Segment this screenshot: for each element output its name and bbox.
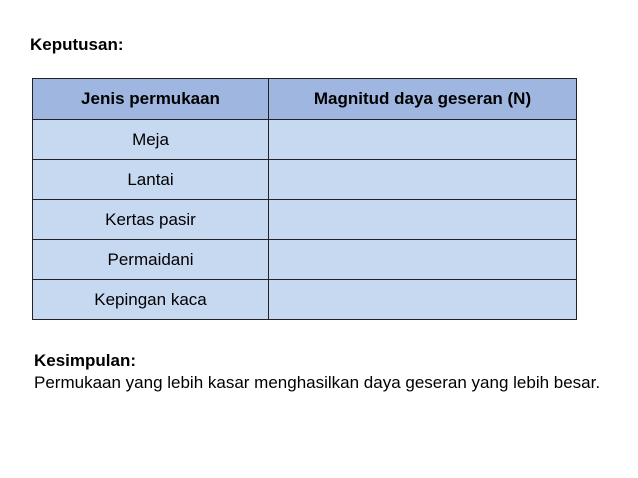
conclusion-block <box>34 350 614 394</box>
table-row <box>33 120 577 160</box>
surface-cell: Kertas pasir <box>33 200 269 240</box>
table-row <box>33 200 577 240</box>
surface-cell: Meja <box>33 120 269 160</box>
surface-cell: Permaidani <box>33 240 269 280</box>
friction-cell <box>269 160 577 200</box>
table-row <box>33 280 577 320</box>
conclusion-heading: Kesimpulan: <box>34 351 137 370</box>
header-friction-magnitude: Magnitud daya geseran (N) <box>269 79 577 120</box>
friction-cell <box>269 280 577 320</box>
friction-results-table <box>32 78 577 320</box>
conclusion-text: Permukaan yang lebih kasar menghasilkan daya geseran yang lebih besar. <box>34 373 601 392</box>
surface-cell: Lantai <box>33 160 269 200</box>
friction-cell <box>269 200 577 240</box>
table-header-row <box>33 79 577 120</box>
table-row <box>33 160 577 200</box>
table-row <box>33 240 577 280</box>
header-surface-type: Jenis permukaan <box>33 79 269 120</box>
decision-heading: Keputusan: <box>30 35 124 54</box>
surface-cell: Kepingan kaca <box>33 280 269 320</box>
friction-cell <box>269 120 577 160</box>
friction-cell <box>269 240 577 280</box>
